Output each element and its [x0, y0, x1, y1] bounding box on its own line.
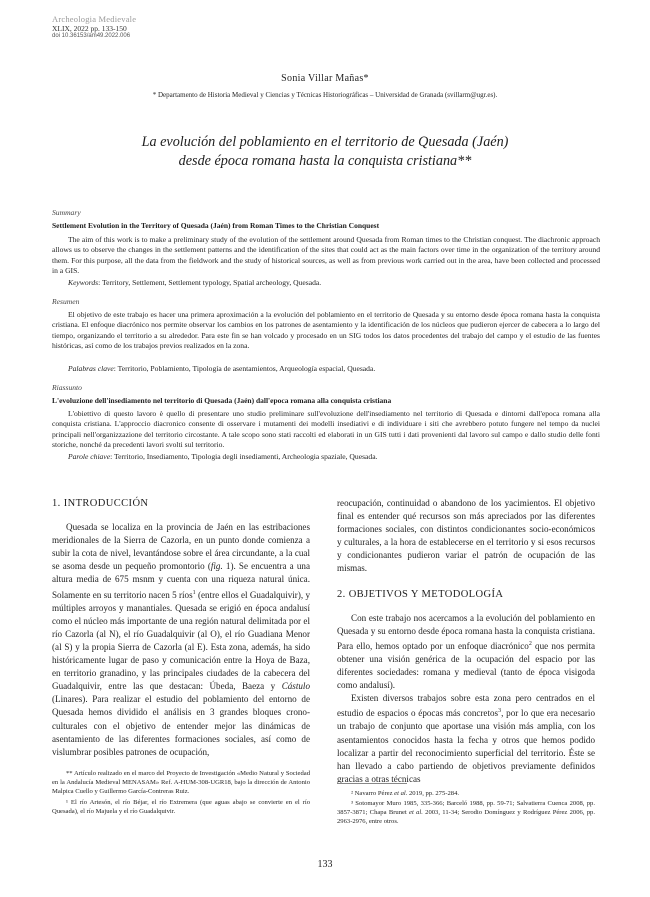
footnote-ref-2: 2	[528, 640, 532, 647]
footnote-3-text-a: ³ Sotomayor Muro 1985, 335-366; Barceló 1988, pp. 59-71; Salvatierra Cuenca 2008, pp. 3857-3871; Chapa Brunet	[337, 800, 595, 816]
footnote-3-etal: et al.	[409, 809, 423, 816]
riassunto-label: Riassunto	[52, 383, 82, 392]
intro-paragraph	[52, 521, 310, 759]
journal-name: Archeologia Medievale	[52, 14, 137, 24]
intro-text-d: (Linares). Para realizar el estudio del poblamiento del entorno de Quesada hemos dividido el análisis en 3 grandes bloques crono-culturales con el objetivo de entender mejor las dinámicas de asentamiento de las diferentes formaciones sociales, así como de vislumbrar posibles patrones de ocupación,	[52, 694, 310, 757]
castulo-name: Cástulo	[281, 681, 310, 692]
intro-text-b: 1). Se encuentra a una altura media de 675 msnm y cuenta con una riqueza natural única. Solamente en su territorio nacen 5 ríos	[52, 561, 310, 600]
resumen-keywords-label: Palabras clave	[68, 364, 114, 373]
journal-volume: XLIX, 2022 pp. 133-150	[52, 24, 127, 33]
section-heading-objetivos: 2. OBJETIVOS Y METODOLOGÍA	[337, 588, 504, 600]
riassunto-title: L'evoluzione dell'insediamento nel territorio di Quesada (Jaén) dall'epoca romana alla conquista cristiana	[52, 396, 392, 405]
article-title-line-2: desde época romana hasta la conquista cristiana**	[178, 153, 472, 169]
figure-reference: fig.	[210, 561, 223, 572]
objetivos-paragraph-1	[337, 612, 595, 693]
footnote-2-text-a: ² Navarro Pérez	[351, 790, 395, 797]
objetivos-text-a: Con este trabajo nos acercamos a la evolución del poblamiento en Quesada y su entorno desde época romana hasta la conquista cristiana. Para ello, hemos optado por un enfoque diacrónico	[337, 612, 595, 651]
riassunto-body: L'obiettivo di questo lavoro è quello di presentare uno studio preliminare sull'evoluzione dell'insediamento nel territorio di Quesada e dintorni dall'epoca romana alla conquista cristiana. L'approccio diacronico consente di osservare i mutamenti dei modelli insediativi e di individuare i siti che avrebbero potuto fungere nel tempo da nuclei principali nell'organizzazione del territorio circostante. A tale scopo sono stati raccolti ed elaborati in un GIS tutti i dati provenienti dal lavoro sul campo e dallo studio delle fonti storiche, nonché da precedenti lavori svolti sul territorio.	[52, 409, 600, 450]
footnote-3-text-b: 2003, 11-34; Serodio Domínguez y Rodríguez Pérez 2006, pp. 2963-2976, entre otros.	[337, 809, 595, 825]
objetivos-text-d: , por lo que era necesario un trabajo de conjunto que aportase una visión más amplia, con los asentamientos conocidos hasta la fecha y otros que hemos podido localizar a partir del reconocimiento superficial del territorio. Éste se han llevado a cabo partiendo de objetivos previamente definidos gracias a otras técnicas	[337, 708, 595, 784]
summary-title: Settlement Evolution in the Territory of Quesada (Jaén) from Roman Times to the Christian Conquest	[52, 221, 380, 230]
author-affiliation: * Departamento de Historia Medieval y Ciencias y Técnicas Historiográficas – Universidad de Granada (svillarm@ugr.es).	[152, 91, 498, 99]
article-title	[0, 133, 650, 171]
riassunto-keywords-text: : Territorio, Insediamento, Tipologia degli insediamenti, Archeologia spaziale, Quesada.	[110, 452, 378, 461]
intro-text-a: Quesada se localiza en la provincia de Jaén en las estribaciones meridionales de la Sierra de Cazorla, en un punto donde comienza a subir la cota de nivel, levantándose sobre el área circundante, a la cual se asoma desde un pequeño promontorio (	[52, 522, 310, 572]
resumen-keywords	[68, 364, 600, 374]
author-name: Sonia Villar Mañas*	[281, 73, 369, 84]
footnote-divider	[337, 783, 407, 784]
riassunto-keywords-label: Parole chiave	[68, 452, 111, 461]
article-title-line-1: La evolución del poblamiento en el territorio de Quesada (Jaén)	[141, 134, 509, 150]
continuation-paragraph: reocupación, continuidad o abandono de los yacimientos. El objetivo final es entender qué recursos son más apreciados por las diferentes formaciones sociales, con distintos condicionantes socio-económicos y culturales, a la hora de establecerse en el territorio y si esos recursos y condicionantes pudieron variar el patrón de ocupación de las mismas.	[337, 498, 595, 574]
summary-label: Summary	[52, 208, 81, 217]
right-column	[337, 497, 595, 786]
footnote-3	[337, 799, 595, 826]
summary-body: The aim of this work is to make a preliminary study of the evolution of the settlement around Quesada from Roman times to the Christian conquest. The diachronic approach allows us to observe the changes in the settlement patterns and the identification of the sites that could act as the main factors over time in the organization of the territory around them. For this purpose, all the data from the fieldwork and the study of historical sources, as well as from previous work carried out in the area, have been collected and processed in a GIS.	[52, 235, 600, 276]
section-heading-introduccion: 1. INTRODUCCIÓN	[52, 498, 149, 509]
objetivos-text-b: que nos permita obtener una visión genérica de la ocupación del espacio por las diferentes sociedades: romana y medieval (tanto de época visigoda como andalusí).	[337, 640, 596, 691]
footnote-2-text-b: 2019, pp. 275-284.	[407, 790, 460, 797]
footnotes-left	[52, 769, 310, 816]
intro-text-c: (entre ellos el Guadalquivir), y múltiples arroyos y manantiales. Quesada se erigió en época andalusí como el núcleo más importante de una región natural delimitada por el río Cazorla (al N), el río Guadalquivir (al O), el río Guadiana Menor (al S) y la propia Sierra de Cazorla (al E). Esta zona, además, ha sido históricamente lugar de paso y comunicación entre la Hoya de Baza, en territorio granadino, y las principales ciudades de la cabecera del Guadalquivir, entre las que destacan: Úbeda, Baeza y	[52, 589, 310, 692]
resumen-keywords-text: : Territorio, Poblamiento, Tipología de asentamientos, Arqueología espacial, Quesada.	[113, 364, 376, 373]
resumen-label: Resumen	[52, 297, 80, 306]
summary-keywords-text: : Territory, Settlement, Settlement typology, Spatial archeology, Quesada.	[98, 278, 322, 287]
footnotes-right	[337, 789, 595, 826]
objetivos-paragraph-2	[337, 692, 595, 786]
summary-keywords	[68, 278, 600, 288]
footnote-2-etal: et al.	[394, 790, 408, 797]
left-column	[52, 497, 310, 759]
resumen-body: El objetivo de este trabajo es hacer una primera aproximación a la evolución del poblamiento en el territorio de Quesada y su entorno desde época romana hasta la conquista cristiana. El enfoque diacrónico nos permite observar los cambios en los patrones de asentamiento y la identificación de los núcleos que pudieron ejercer de cabecera a lo largo del tiempo, organizando el territorio a su alrededor. Para este fin se han volcado y procesado en un SIG todos los datos procedentes del trabajo del campo y el estudio de las fuentes históricas, así como de los trabajos previos realizados en la zona.	[52, 310, 600, 351]
page-number: 133	[317, 859, 333, 870]
summary-keywords-label: Keywords	[68, 278, 99, 287]
journal-doi: doi 10.36153/am49.2022.006	[52, 33, 131, 39]
objetivos-text-c: Existen diversos trabajos sobre esta zona pero centrados en el estudio de espacios o épocas más concretos	[337, 693, 595, 719]
footnote-project: ** Artículo realizado en el marco del Proyecto de Investigación «Medio Natural y Sociedad en la Andalucía Medieval MENASAM» Ref. A-HUM-308-UGR18, bajo la dirección de Antonio Malpica Cuello y Guillermo García-Contreras Ruiz.	[52, 770, 310, 795]
riassunto-keywords	[68, 452, 600, 462]
footnote-ref-1: 1	[192, 589, 196, 596]
footnote-1: ¹ El río Artesón, el río Béjar, el río Extremera (que aguas abajo se convierte en el río Quesada), el río Majuela y el río Guadalquivir.	[52, 799, 310, 815]
footnote-2	[337, 789, 595, 798]
footnote-ref-3: 3	[498, 708, 502, 715]
